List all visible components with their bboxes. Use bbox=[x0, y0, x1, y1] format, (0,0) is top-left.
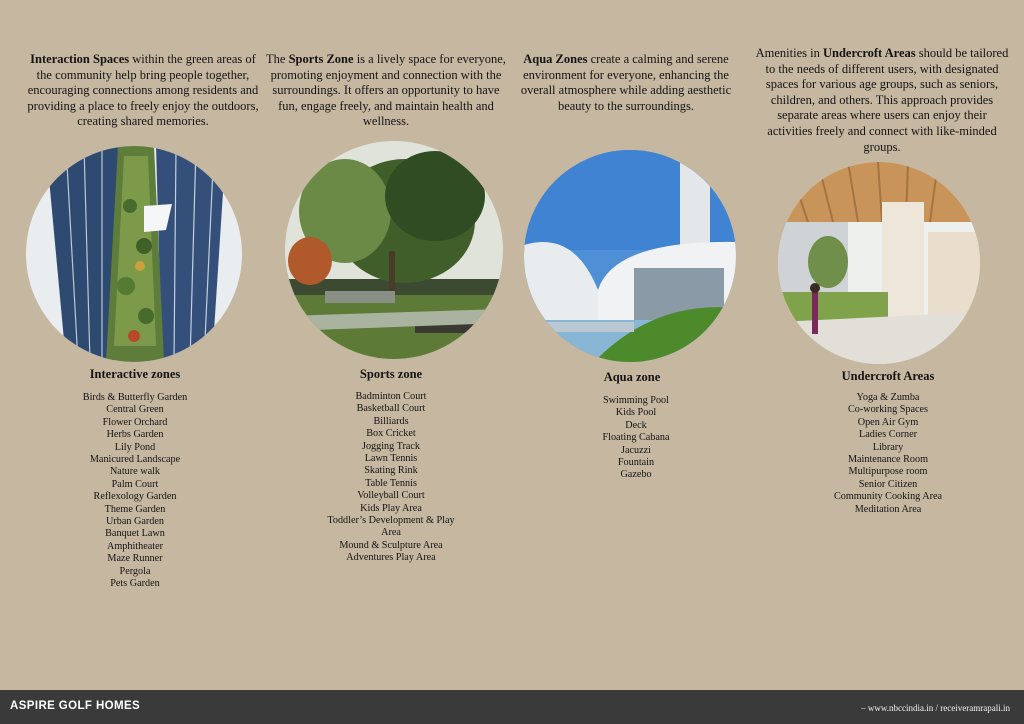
intro-pre: The bbox=[266, 52, 289, 66]
list-item: Lawn Tennis bbox=[364, 453, 418, 465]
list-item: Area bbox=[381, 527, 401, 539]
list-item: Jogging Track bbox=[361, 440, 421, 452]
interactive-zone-photo bbox=[26, 146, 242, 362]
footer-bar bbox=[0, 690, 1024, 724]
list-item: Basketball Court bbox=[356, 403, 426, 415]
sports-zone-photo bbox=[285, 141, 503, 359]
list-item: Jacuzzi bbox=[621, 444, 651, 456]
undercroft-areas-intro bbox=[755, 46, 1009, 155]
interactive-zones-title: Interactive zones bbox=[89, 367, 181, 381]
sports-zone-title: Sports zone bbox=[359, 367, 423, 381]
list-item: Swimming Pool bbox=[603, 395, 669, 406]
list-item: Mound & Sculpture Area bbox=[339, 539, 443, 551]
list-item: Ladies Corner bbox=[859, 429, 917, 441]
list-item: Central Green bbox=[106, 404, 164, 416]
list-item: Maintenance Room bbox=[847, 454, 929, 466]
list-item: Lily Pond bbox=[114, 441, 156, 453]
undercroft-areas-list bbox=[768, 392, 1008, 516]
intro-pre: Amenities in bbox=[755, 46, 823, 60]
list-item: Nature walk bbox=[109, 466, 161, 478]
aqua-zones-intro bbox=[506, 52, 746, 114]
list-item: Herbs Garden bbox=[106, 429, 164, 441]
list-item: Reflexology Garden bbox=[93, 491, 177, 503]
intro-text: is a lively space for everyone, promoting enjoyment and connection with the surroundings. It offers an opportunity to have fun, engage freely, and maintain health and wellness. bbox=[270, 52, 506, 129]
list-item: Amphitheater bbox=[106, 540, 163, 552]
intro-bold: Sports Zone bbox=[288, 52, 354, 66]
intro-bold: Undercroft Areas bbox=[822, 46, 916, 60]
intro-bold: Aqua Zones bbox=[523, 52, 588, 66]
list-item: Adventures Play Area bbox=[346, 552, 436, 564]
list-item: Fountain bbox=[617, 457, 655, 469]
aqua-zone-list bbox=[516, 395, 756, 482]
list-item: Multipurpose room bbox=[848, 466, 928, 478]
list-item: Palm Court bbox=[111, 478, 159, 490]
list-item: Banquet Lawn bbox=[105, 528, 165, 540]
list-item: Yoga & Zumba bbox=[856, 392, 920, 403]
intro-text: create a calming and serene environment for everyone, enhancing the overall atmosphere while adding aesthetic beauty to the surroundings. bbox=[520, 52, 732, 113]
list-item: Floating Cabana bbox=[602, 432, 670, 444]
list-item: Gazebo bbox=[620, 469, 652, 481]
list-item: Pergola bbox=[119, 565, 151, 577]
list-item: Pets Garden bbox=[110, 578, 160, 590]
intro-text: should be tailored to the needs of different users, with designated spaces for various age groups, such as seniors, children, and others. This approach provides separate areas where users can enjoy their activities freely and connect with like-minded groups. bbox=[765, 46, 1009, 154]
aqua-zone-title: Aqua zone bbox=[603, 370, 661, 384]
sports-zone-list bbox=[271, 391, 511, 565]
list-item: Badminton Court bbox=[355, 391, 427, 402]
aqua-zone-photo bbox=[524, 150, 736, 362]
list-item: Manicured Landscape bbox=[89, 454, 181, 466]
list-item: Meditation Area bbox=[854, 503, 922, 515]
sports-zone-intro bbox=[266, 52, 506, 130]
list-item: Community Cooking Area bbox=[833, 491, 943, 503]
footer-website-links[interactable]: – www.nbccindia.in / receiveramrapali.in bbox=[861, 703, 1010, 713]
undercroft-area-photo bbox=[778, 162, 980, 364]
undercroft-areas-title: Undercroft Areas bbox=[841, 369, 935, 383]
list-item: Flower Orchard bbox=[102, 416, 168, 428]
list-item: Theme Garden bbox=[104, 503, 166, 515]
list-item: Senior Citizen bbox=[858, 478, 918, 490]
interaction-spaces-intro bbox=[23, 52, 263, 130]
list-item: Billiards bbox=[373, 415, 409, 427]
footer-brand: ASPIRE GOLF HOMES bbox=[10, 700, 141, 712]
list-item: Open Air Gym bbox=[857, 416, 919, 428]
list-item: Skating Rink bbox=[364, 465, 418, 477]
list-item: Table Tennis bbox=[365, 477, 417, 489]
list-item: Urban Garden bbox=[106, 516, 164, 528]
list-item: Library bbox=[872, 441, 904, 453]
list-item: Kids Pool bbox=[615, 407, 657, 419]
intro-text: within the green areas of the community help bring people together, encouraging connections among residents and providing a place to freely enjoy the outdoors, creating shared memories. bbox=[27, 52, 259, 129]
intro-bold: Interaction Spaces bbox=[30, 52, 130, 66]
list-item: Kids Play Area bbox=[360, 502, 422, 514]
list-item: Co-working Spaces bbox=[847, 404, 929, 416]
list-item: Toddler’s Development & Play bbox=[327, 515, 455, 527]
list-item: Deck bbox=[625, 419, 647, 431]
interactive-zones-list bbox=[15, 392, 255, 591]
list-item: Box Cricket bbox=[366, 428, 416, 440]
list-item: Birds & Butterfly Garden bbox=[82, 392, 188, 403]
list-item: Volleyball Court bbox=[357, 490, 425, 502]
list-item: Maze Runner bbox=[107, 553, 163, 565]
